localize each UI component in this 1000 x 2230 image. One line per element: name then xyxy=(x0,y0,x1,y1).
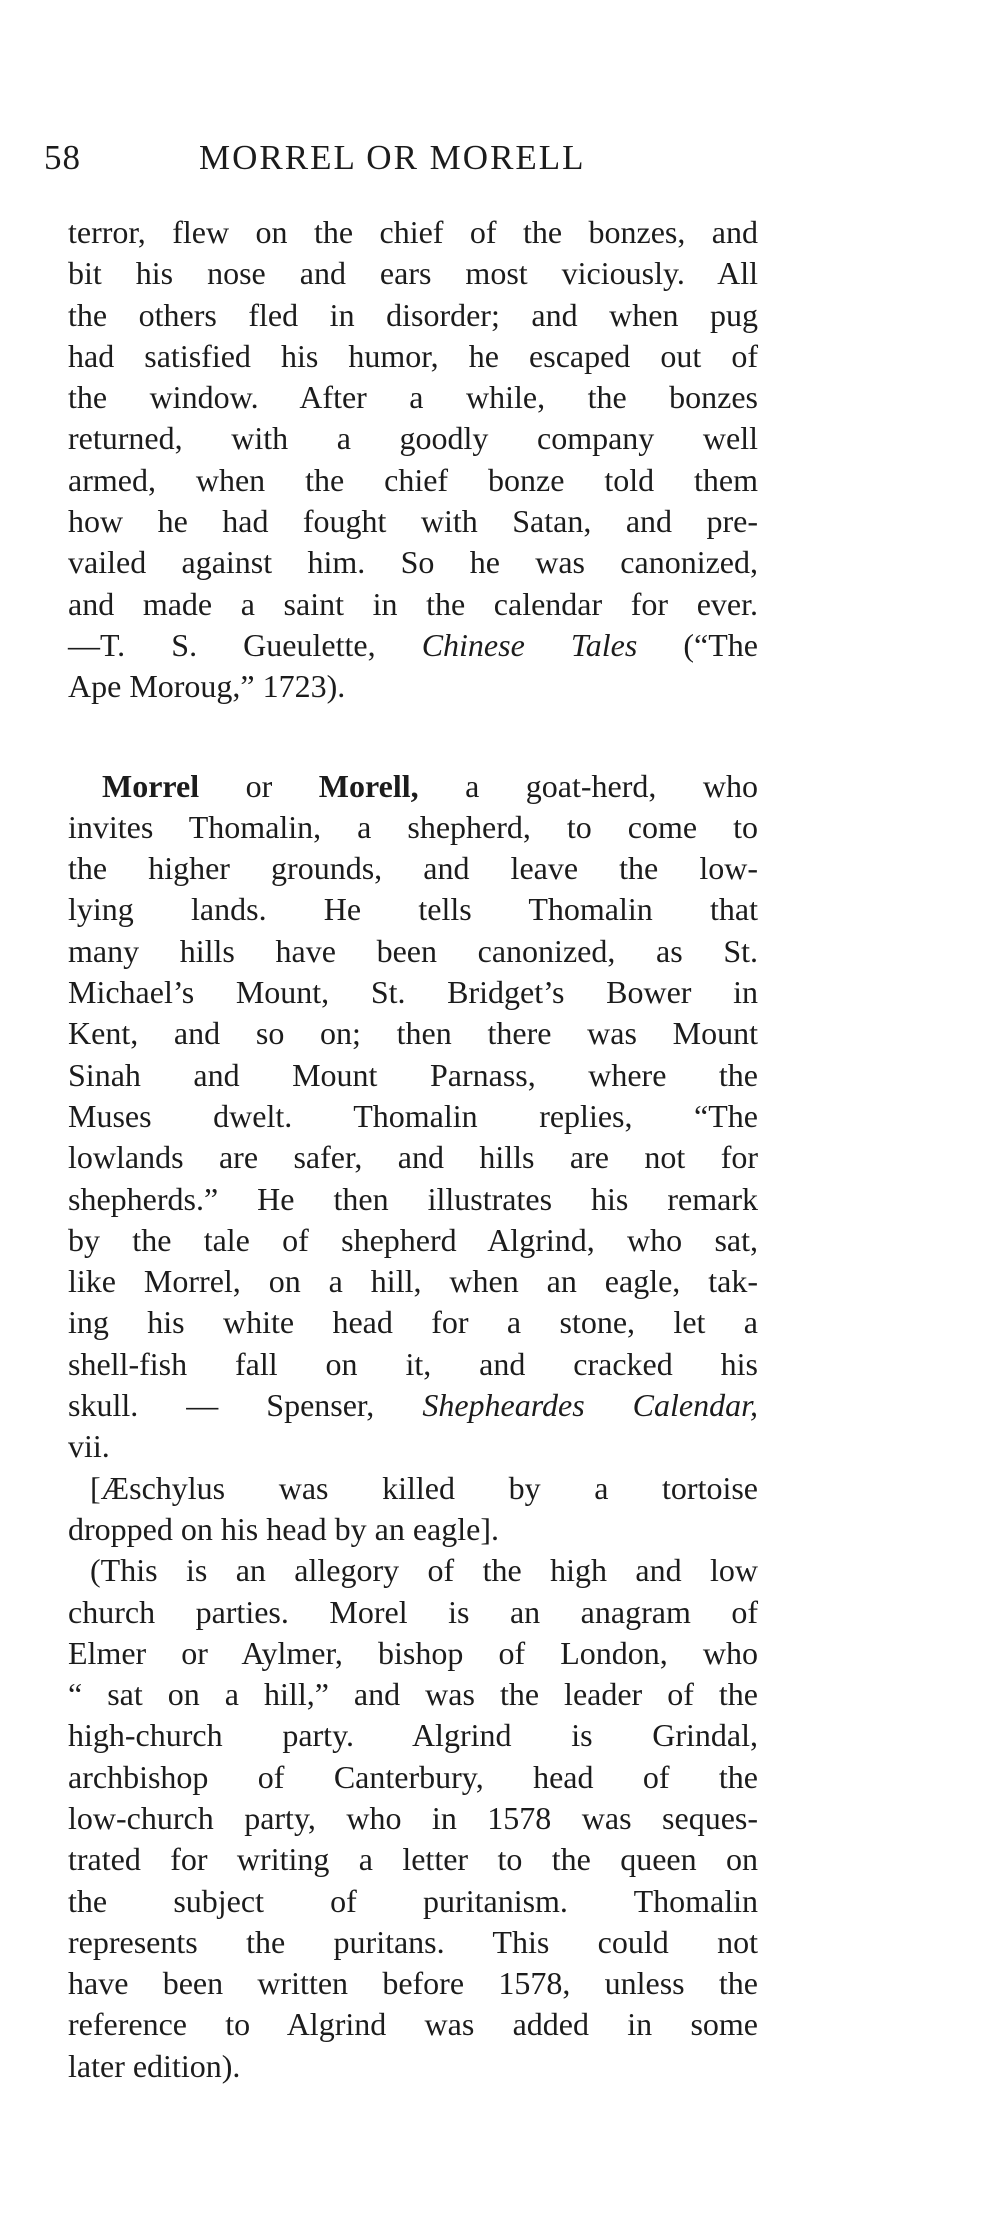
text-line: the higher grounds, and leave the low- xyxy=(68,850,758,887)
text-line: Sinah and Mount Parnass, where the xyxy=(68,1056,758,1093)
text-line: later edition). xyxy=(68,2047,241,2084)
text-line: archbishop of Canterbury, head of the xyxy=(68,1758,758,1795)
body-text xyxy=(68,212,758,2087)
text-line: the subject of puritanism. Thomalin xyxy=(68,1882,758,1919)
citation-author: skull. — Spenser, xyxy=(68,1387,423,1424)
text-line: the window. After a while, the bonzes xyxy=(68,379,758,416)
text-line: many hills have been canonized, as St. xyxy=(68,932,758,969)
citation-title: Chinese Tales xyxy=(421,626,638,663)
text-line: high-church party. Algrind is Grindal, xyxy=(68,1717,758,1754)
citation-author: —T. S. Gueulette, xyxy=(68,626,422,663)
text-line: how he had fought with Satan, and pre- xyxy=(68,503,758,540)
text-line: vailed against him. So he was canonized, xyxy=(68,544,758,581)
text-line: Ape Moroug,” 1723). xyxy=(68,668,346,705)
text-line: by the tale of shepherd Algrind, who sat, xyxy=(68,1221,758,1258)
text-line: have been written before 1578, unless the xyxy=(68,1965,758,2002)
citation-end: vii. xyxy=(68,1428,110,1465)
text-line: ing his white head for a stone, let a xyxy=(68,1304,758,1341)
text-line: had satisfied his humor, he escaped out of xyxy=(68,337,758,374)
text-line: “ sat on a hill,” and was the leader of the xyxy=(68,1676,758,1713)
text-line: lowlands are safer, and hills are not for xyxy=(68,1139,758,1176)
entry-first-line xyxy=(68,766,758,807)
citation-line xyxy=(68,625,758,666)
text-line: low-church party, who in 1578 was seques- xyxy=(68,1799,758,1836)
text-line: returned, with a goodly company well xyxy=(68,420,758,457)
paragraph-continuation xyxy=(68,212,758,708)
text-line: reference to Algrind was added in some xyxy=(68,2006,758,2043)
headword-conjunction: or xyxy=(199,767,319,804)
text-line: Muses dwelt. Thomalin replies, “The xyxy=(68,1097,758,1134)
headword-variant: Morell, xyxy=(318,767,419,804)
text-line: shepherds.” He then illustrates his remark xyxy=(68,1180,758,1217)
text-line: Michael’s Mount, St. Bridget’s Bower in xyxy=(68,974,758,1011)
text-line: church parties. Morel is an anagram of xyxy=(68,1593,758,1630)
text-line: shell-fish fall on it, and cracked his xyxy=(68,1345,758,1382)
citation-title: Shepheardes Calendar, xyxy=(422,1387,758,1424)
running-head: MORREL OR MORELL xyxy=(199,138,586,177)
text-line: bit his nose and ears most viciously. All xyxy=(68,255,758,292)
page-number: 58 xyxy=(44,138,81,177)
citation-suffix: (“The xyxy=(637,626,759,663)
note-allegory xyxy=(68,1550,758,2087)
text-line: trated for writing a letter to the queen on xyxy=(68,1841,758,1878)
citation-line xyxy=(68,1385,758,1426)
text-line: (This is an allegory of the high and low xyxy=(90,1552,758,1589)
paragraph-gap xyxy=(68,708,758,766)
text-line: [Æschylus was killed by a tortoise xyxy=(90,1469,758,1506)
text-line: lying lands. He tells Thomalin that xyxy=(68,891,758,928)
text-line: and made a saint in the calendar for ever. xyxy=(68,585,758,622)
text-line: invites Thomalin, a shepherd, to come to xyxy=(68,808,758,845)
headword: Morrel xyxy=(102,767,200,804)
text-line: the others fled in disorder; and when pug xyxy=(68,296,758,333)
text-line: Elmer or Aylmer, bishop of London, who xyxy=(68,1634,758,1671)
note-aeschylus xyxy=(68,1468,758,1551)
text-line: terror, flew on the chief of the bonzes, and xyxy=(68,214,758,250)
dictionary-entry xyxy=(68,766,758,1468)
page-header xyxy=(44,138,744,178)
text-line: represents the puritans. This could not xyxy=(68,1923,758,1960)
text-line: armed, when the chief bonze told them xyxy=(68,461,758,498)
text-line: dropped on his head by an eagle]. xyxy=(68,1510,499,1547)
text-line: Kent, and so on; then there was Mount xyxy=(68,1015,758,1052)
entry-definition-start: a goat-herd, who xyxy=(418,767,759,804)
text-line: like Morrel, on a hill, when an eagle, tak- xyxy=(68,1263,758,1300)
